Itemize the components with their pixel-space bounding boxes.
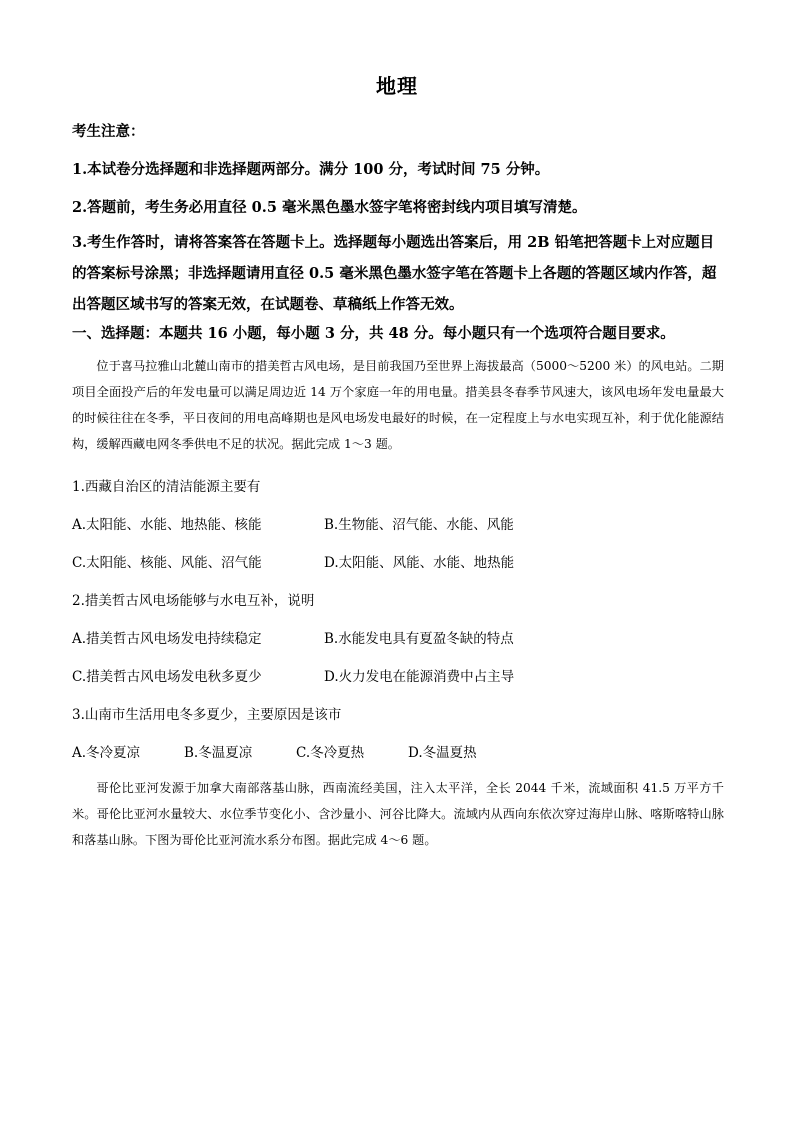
question-2-stem: 2.措美哲古风电场能够与水电互补，说明 (72, 593, 315, 609)
notice-item-2: 2.答题前，考生务必用直径 0.5 毫米黑色墨水签字笔将密封线内项目填写清楚。 (72, 199, 587, 216)
question-1-stem: 1.西藏自治区的清洁能源主要有 (72, 479, 261, 495)
question-1-option-a: A.太阳能、水能、地热能、核能 (72, 517, 262, 533)
question-3-option-d: D.冬温夏热 (408, 745, 477, 761)
question-2-option-a: A.措美哲古风电场发电持续稳定 (72, 631, 262, 647)
section-heading: 一、选择题：本题共 16 小题，每小题 3 分，共 48 分。每小题只有一个选项符合题目要求。 (72, 325, 675, 342)
question-2-option-c: C.措美哲古风电场发电秋多夏少 (72, 669, 262, 685)
page-title: 地理 (376, 74, 418, 98)
question-1-option-b: B.生物能、沼气能、水能、风能 (324, 517, 514, 533)
question-3-option-c: C.冬冷夏热 (296, 745, 365, 761)
passage-1: 位于喜马拉雅山北麓山南市的措美哲古风电场，是目前我国乃至世界上海拔最高（5000～5200 米）的风电站。二期项目全面投产后的年发电量可以满足周边近 14 万个家庭一年的用电量。措美县冬春季节风速大，该风电场年发电量最大的时候往往在冬季，平日夜间的用电高峰期也是风电场发电最好的时候，在一定程度上与水电实现互补，利于优化能源结构，缓解西藏电网冬季供电不足的状况。据此完成 1～3 题。 (72, 359, 724, 451)
question-1-option-d: D.太阳能、风能、水能、地热能 (324, 555, 515, 571)
question-2-option-d: D.火力发电在能源消费中占主导 (324, 669, 515, 685)
question-3-option-a: A.冬冷夏凉 (72, 745, 141, 761)
notice-heading: 考生注意： (72, 123, 145, 140)
question-3-stem: 3.山南市生活用电冬多夏少，主要原因是该市 (72, 707, 342, 723)
notice-item-1: 1.本试卷分选择题和非选择题两部分。满分 100 分，考试时间 75 分钟。 (72, 161, 550, 178)
notice-item-3: 3.考生作答时，请将答案答在答题卡上。选择题每小题选出答案后，用 2B 铅笔把答题卡上对应题目的答案标号涂黑；非选择题请用直径 0.5 毫米黑色墨水签字笔在答题卡上各题的答题区域内作答，超出答题区域书写的答案无效，在试题卷、草稿纸上作答无效。 (72, 234, 717, 313)
passage-2: 哥伦比亚河发源于加拿大南部落基山脉，西南流经美国，注入太平洋，全长 2044 千米，流域面积 41.5 万平方千米。哥伦比亚河水量较大、水位季节变化小、含沙量小、河谷比降大。流域内从西向东依次穿过海岸山脉、喀斯喀特山脉和落基山脉。下图为哥伦比亚河流水系分布图。据此完成 4～6 题。 (72, 781, 724, 847)
question-3-option-b: B.冬温夏凉 (184, 745, 253, 761)
question-2-option-b: B.水能发电具有夏盈冬缺的特点 (324, 631, 514, 647)
question-1-option-c: C.太阳能、核能、风能、沼气能 (72, 555, 262, 571)
